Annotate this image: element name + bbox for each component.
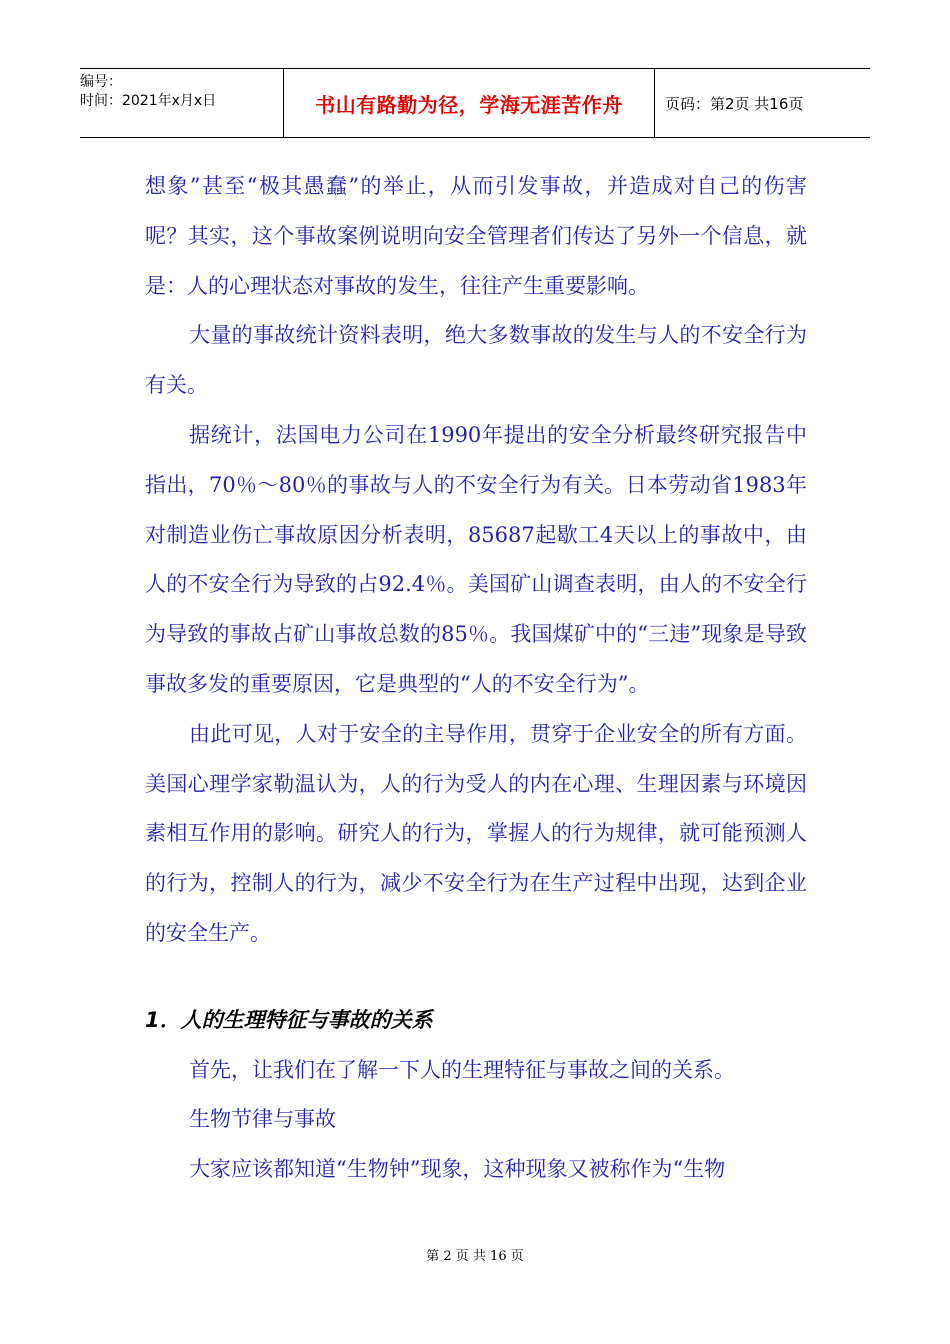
paragraph: 大量的事故统计资料表明，绝大多数事故的发生与人的不安全行为有关。 xyxy=(145,323,807,398)
header-motto: 书山有路勤为径，学海无涯苦作舟 xyxy=(283,69,655,137)
subheading: 生物节律与事故 xyxy=(189,1107,336,1132)
paragraph: 据统计，法国电力公司在1990年提出的安全分析最终研究报告中指出，70％～80％的事故与人的不安全行为有关。日本劳动省1983年对制造业伤亡事故原因分析表明，85687起歇工4天以上的事故中，由人的不安全行为导致的占92.4％。美国矿山调查表明，由人的不安全行为导致的事故占矿山事故总数的85％。我国煤矿中的“三违”现象是导致事故多发的重要原因，它是典型的“人的不安全行为”。 xyxy=(145,422,807,696)
section-gap xyxy=(145,959,807,996)
paragraph: 由此可见，人对于安全的主导作用，贯穿于企业安全的所有方面。美国心理学家勒温认为，人的行为受人的内在心理、生理因素与环境因素相互作用的影响。研究人的行为，掌握人的行为规律，就可能预测人的行为，控制人的行为，减少不安全行为在生产过程中出现，达到企业的安全生产。 xyxy=(145,721,807,945)
paragraph: 大家应该都知道“生物钟”现象，这种现象又被称作为“生物 xyxy=(189,1157,726,1182)
document-body xyxy=(145,162,807,1195)
serial-label: 编号： xyxy=(80,74,122,90)
date-label: 时间：2021年x月x日 xyxy=(80,93,217,109)
paragraph: 首先，让我们在了解一下人的生理特征与事故之间的关系。 xyxy=(189,1057,735,1082)
header-meta xyxy=(80,69,283,137)
paragraph: 想象”甚至“极其愚蠢”的举止，从而引发事故，并造成对自己的伤害呢？其实，这个事故案例说明向安全管理者们传达了另外一个信息，就是：人的心理状态对事故的发生，往往产生重要影响。 xyxy=(145,174,807,298)
page-footer: 第 2 页 共 16 页 xyxy=(426,1249,524,1264)
header-page-info: 页码：第2页 共16页 xyxy=(665,94,804,113)
page-header xyxy=(80,68,870,138)
section-title: 1．人的生理特征与事故的关系 xyxy=(145,1007,433,1032)
